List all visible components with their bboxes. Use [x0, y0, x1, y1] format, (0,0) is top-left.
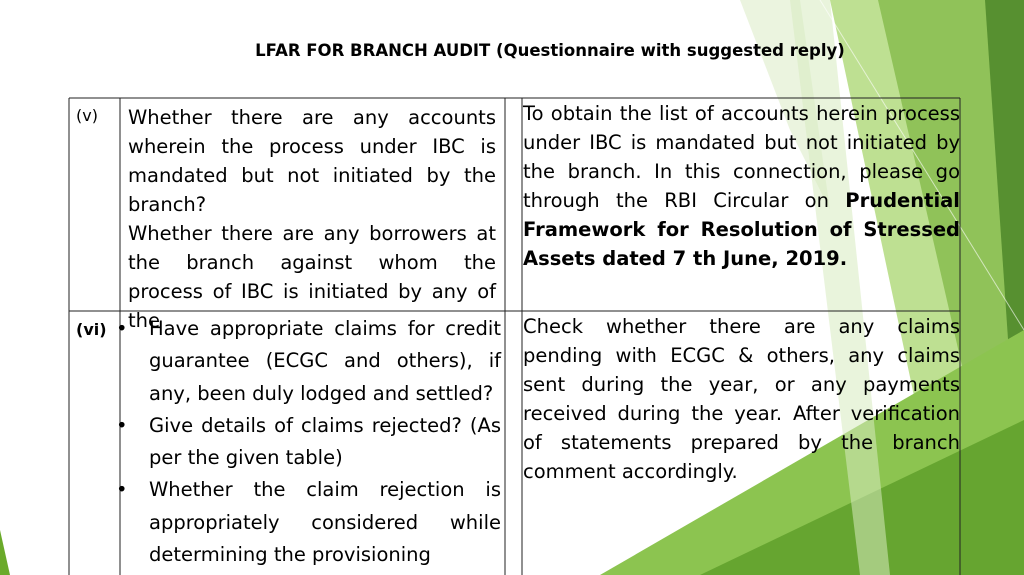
row-number: (vi) — [76, 320, 107, 339]
bullet-icon: • — [116, 413, 128, 437]
question-paragraph: Whether there are any borrowers at the branch against whom the process of IBC is initiated by any of the — [128, 222, 496, 332]
slide-title: LFAR FOR BRANCH AUDIT (Questionnaire with suggested reply) — [255, 41, 845, 60]
row-number: (v) — [76, 106, 98, 125]
question-paragraph: Whether there are any accounts wherein the process under IBC is mandated but not initiated by the branch? — [128, 106, 496, 216]
reply-text: To obtain the list of accounts herein process under IBC is mandated but not initiated by the branch. In this connection, please go through the RBI Circular on — [523, 102, 960, 212]
list-item — [116, 313, 501, 410]
bullet-text: Have appropriate claims for credit guarantee (ECGC and others), if any, been duly lodged and settled? — [149, 317, 501, 405]
question-cell — [128, 103, 496, 335]
question-cell — [116, 313, 501, 571]
reply-bold-text: Prudential Framework for Resolution of Stressed Assets dated 7 th June, 2019. — [523, 189, 960, 270]
bullet-icon: • — [116, 478, 128, 502]
reply-cell: Check whether there are any claims pending with ECGC & others, any claims sent during the year, or any payments received during the year. After verification of statements prepared by the branch comment accordingly. — [523, 315, 960, 483]
reply-cell — [523, 99, 960, 273]
bullet-icon: • — [116, 317, 128, 340]
bullet-text: Give details of claims rejected? (As per the given table) — [149, 413, 501, 470]
list-item — [116, 410, 501, 475]
list-item — [116, 474, 501, 571]
question-bullet-list — [116, 313, 501, 571]
bullet-text: Whether the claim rejection is appropriately considered while determining the provisioning — [149, 478, 501, 567]
